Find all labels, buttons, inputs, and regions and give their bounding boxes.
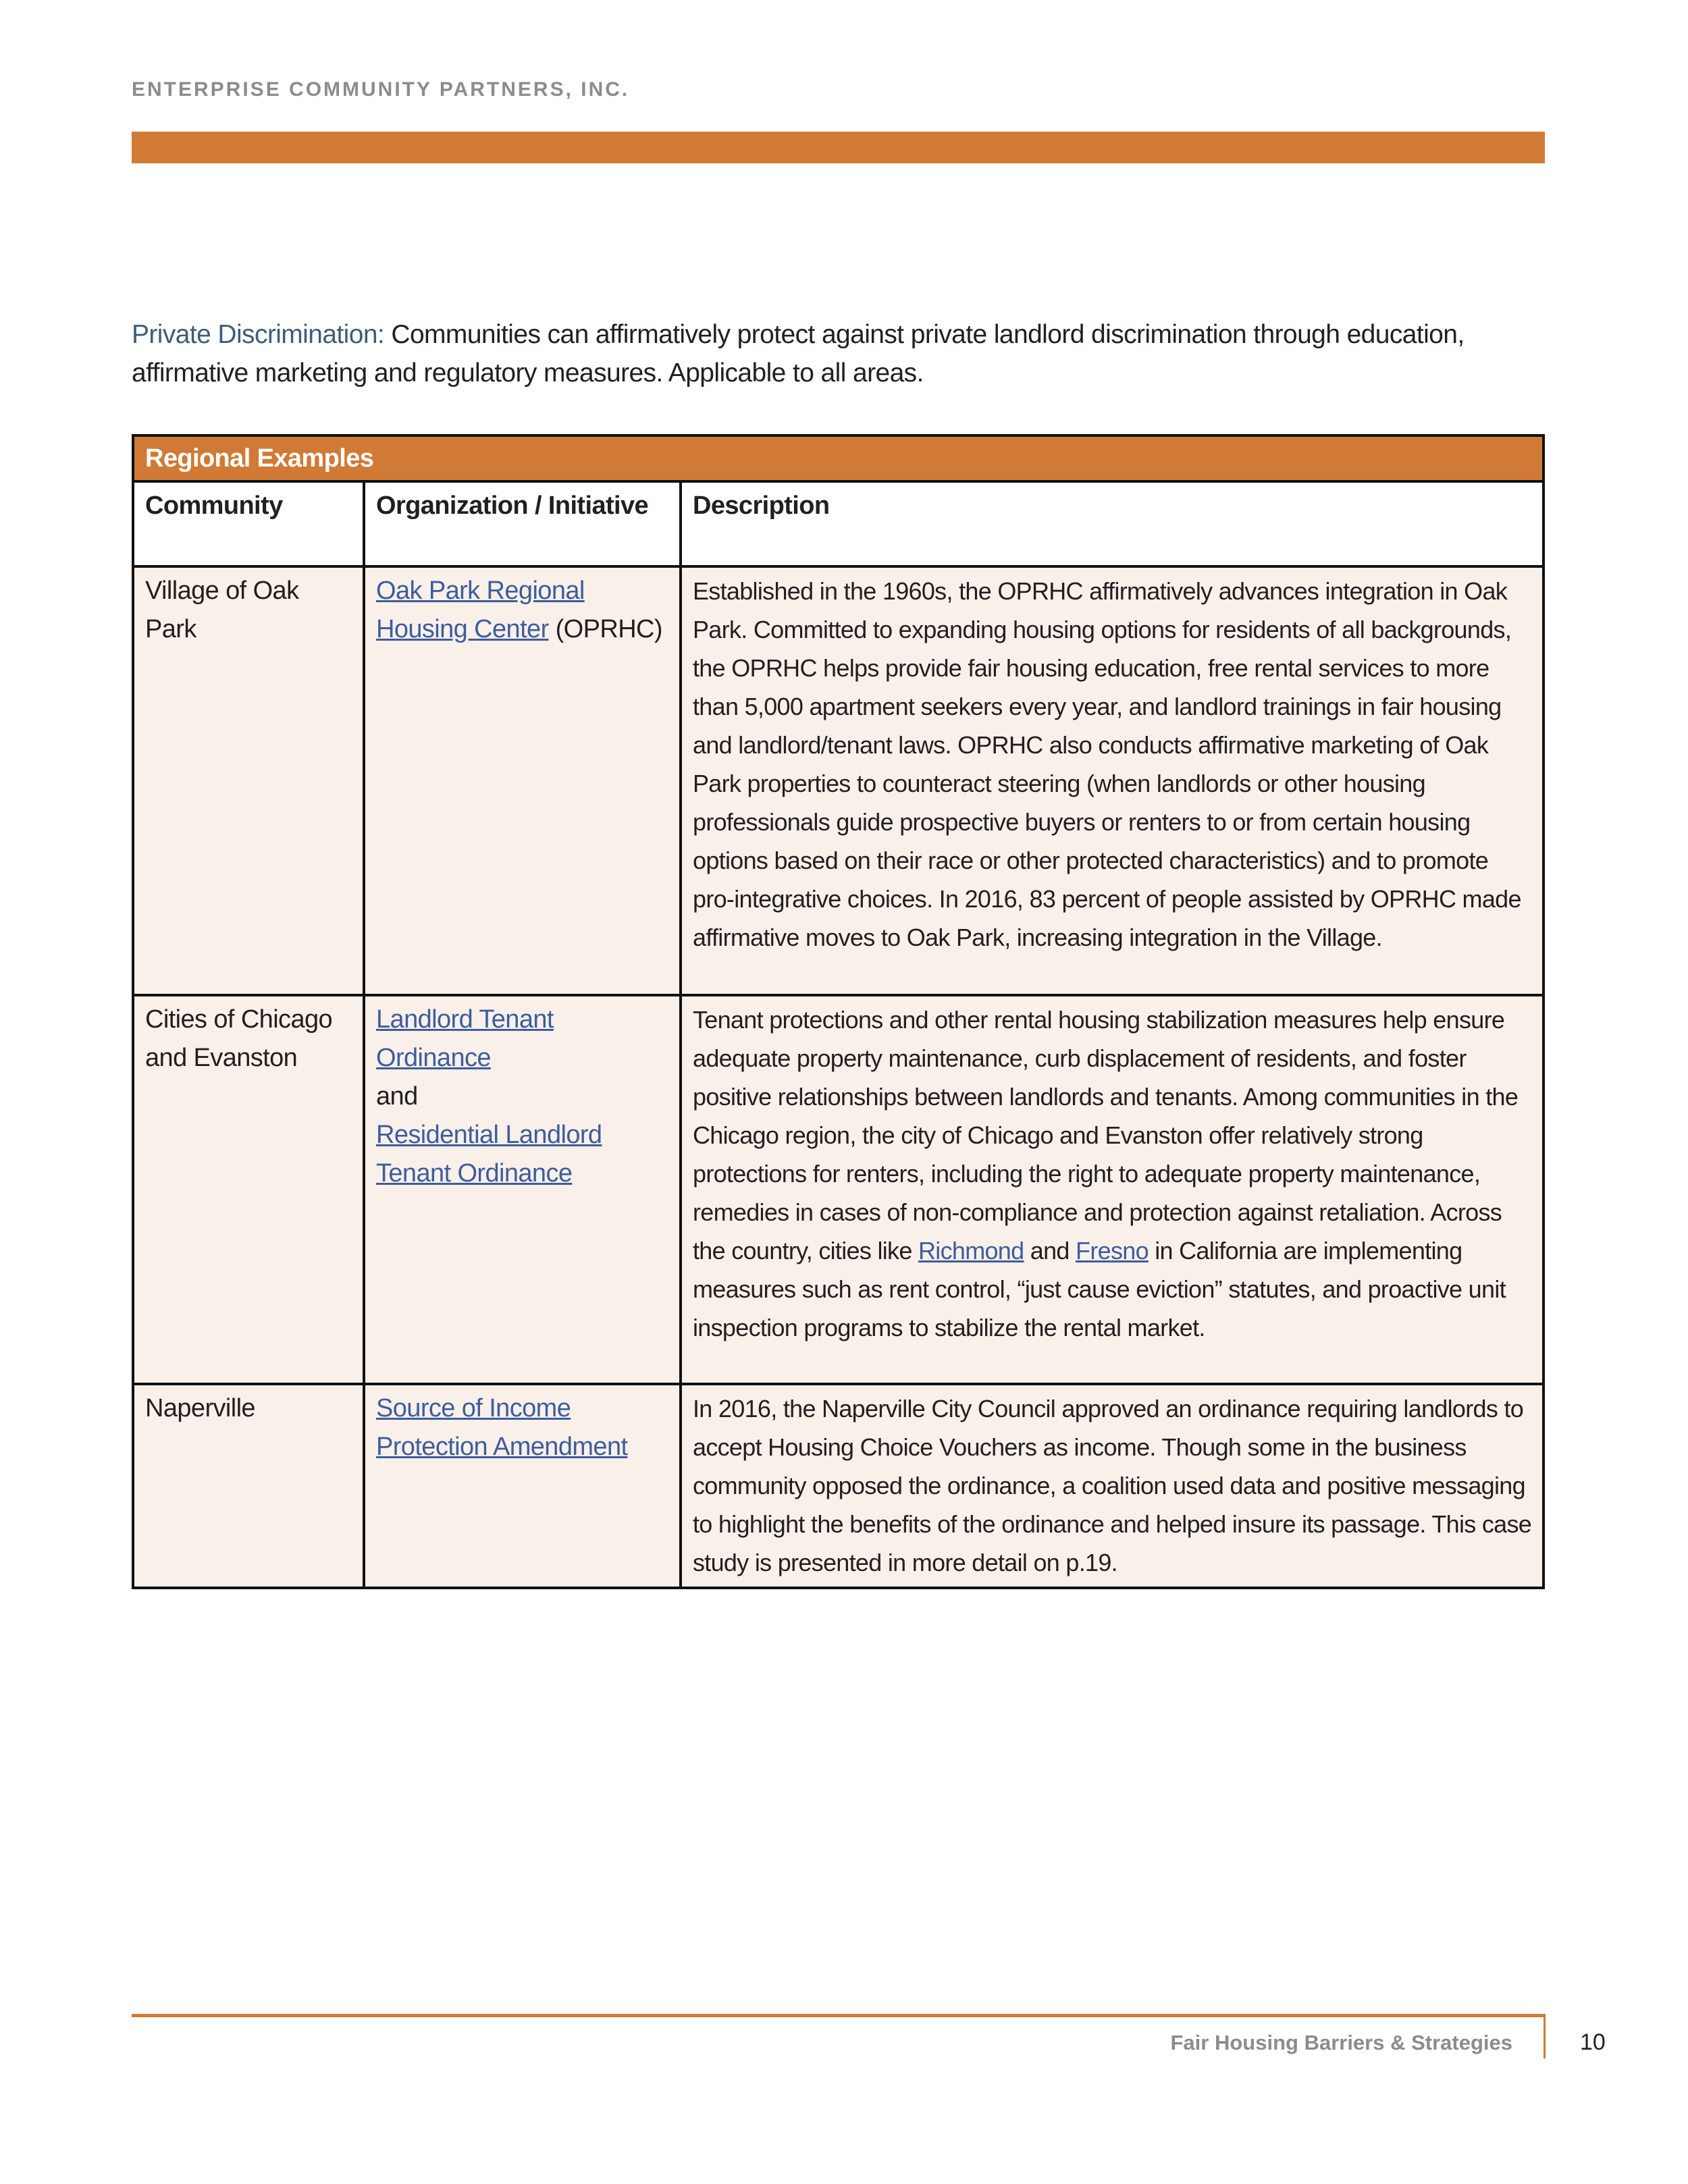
description-text: and bbox=[1024, 1237, 1076, 1264]
intro-label: Private Discrimination: bbox=[132, 320, 385, 349]
header-accent-bar bbox=[132, 132, 1545, 163]
description-text: in California are implementing measures such as rent control, “just cause eviction” statutes, and proactive unit inspection programs to stabilize the rental market. bbox=[693, 1237, 1506, 1341]
regional-examples-table bbox=[132, 434, 1545, 1589]
intro-text: Communities can affirmatively protect against private landlord discrimination through education, affirmative marketing and regulatory measures. Applicable to all areas. bbox=[132, 320, 1465, 388]
footer-vertical-divider bbox=[1544, 2014, 1546, 2058]
footer-title: Fair Housing Barriers & Strategies bbox=[1170, 2031, 1512, 2054]
organization-cell bbox=[364, 995, 681, 1384]
column-header-description: Description bbox=[681, 481, 1544, 566]
organization-cell bbox=[364, 566, 681, 995]
table-title: Regional Examples bbox=[133, 435, 1544, 481]
table-row bbox=[133, 995, 1544, 1384]
column-header-community: Community bbox=[133, 481, 364, 566]
document-header: ENTERPRISE COMMUNITY PARTNERS, INC. bbox=[132, 78, 630, 101]
org-suffix: (OPRHC) bbox=[548, 615, 662, 643]
table-row bbox=[133, 1384, 1544, 1588]
page-number: 10 bbox=[1580, 2029, 1606, 2055]
table-row bbox=[133, 566, 1544, 995]
org-and: and bbox=[376, 1082, 418, 1111]
org-link[interactable]: Oak Park Regional Housing Center bbox=[376, 577, 585, 643]
footer-divider bbox=[132, 2014, 1545, 2017]
community-cell: Cities of Chicago and Evanston bbox=[133, 995, 364, 1384]
org-link-2[interactable]: Residential Landlord Tenant Ordinance bbox=[376, 1121, 602, 1188]
description-text: Tenant protections and other rental housing stabilization measures help ensure adequate property maintenance, curb displacement of residents, and foster positive relationships between landlords and tenants. Among communities in the Chicago region, the city of Chicago and Evanston offer relatively strong protections for renters, including the right to adequate property maintenance, remedies in cases of non-compliance and protection against retaliation. Across the country, cities like bbox=[693, 1006, 1519, 1264]
community-cell: Village of Oak Park bbox=[133, 566, 364, 995]
description-cell bbox=[681, 995, 1544, 1384]
org-link[interactable]: Source of Income Protection Amendment bbox=[376, 1394, 628, 1461]
fresno-link[interactable]: Fresno bbox=[1076, 1237, 1149, 1264]
organization-cell bbox=[364, 1384, 681, 1588]
community-cell: Naperville bbox=[133, 1384, 364, 1588]
column-header-organization: Organization / Initiative bbox=[364, 481, 681, 566]
richmond-link[interactable]: Richmond bbox=[918, 1237, 1024, 1264]
org-link[interactable]: Landlord Tenant Ordinance bbox=[376, 1005, 554, 1072]
description-cell: In 2016, the Naperville City Council approved an ordinance requiring landlords to accept Housing Choice Vouchers as income. Though some in the business community opposed the ordinance, a coalition used data and positive messaging to highlight the benefits of the ordinance and helped insure its passage. This case study is presented in more detail on p.19. bbox=[681, 1384, 1544, 1588]
intro-paragraph bbox=[132, 315, 1545, 392]
description-cell: Established in the 1960s, the OPRHC affirmatively advances integration in Oak Park. Committed to expanding housing options for residents of all backgrounds, the OPRHC helps provide fair housing education, free rental services to more than 5,000 apartment seekers every year, and landlord trainings in fair housing and landlord/tenant laws. OPRHC also conducts affirmative marketing of Oak Park properties to counteract steering (when landlords or other housing professionals guide prospective buyers or renters to or from certain housing options based on their race or other protected characteristics) and to promote pro-integrative choices. In 2016, 83 percent of people assisted by OPRHC made affirmative moves to Oak Park, increasing integration in the Village. bbox=[681, 566, 1544, 995]
